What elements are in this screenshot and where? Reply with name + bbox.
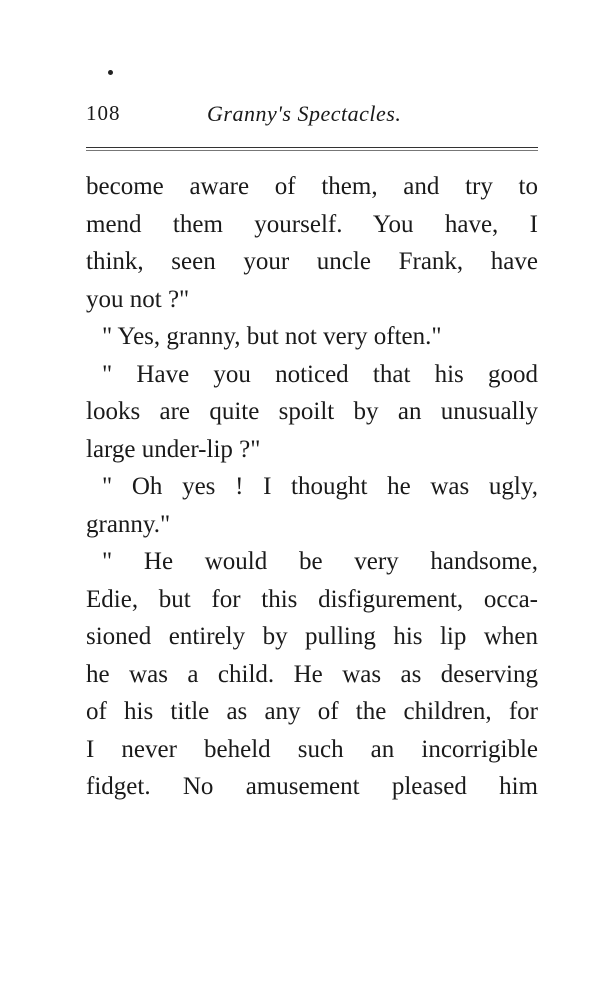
body-text <box>86 168 538 806</box>
ink-dot <box>108 70 113 75</box>
text-line: you not ?" <box>86 285 190 313</box>
running-title: Granny's Spectacles. <box>207 101 402 126</box>
text-line: become aware of them, and try to <box>86 173 538 200</box>
text-line: granny." <box>86 510 171 538</box>
header-rule <box>86 147 538 148</box>
text-line: he was a child. He was as deserving <box>86 660 538 688</box>
text-line: " Have you noticed that his good <box>102 360 538 388</box>
text-line: fidget. No amusement pleased him <box>86 773 538 800</box>
text-line: " He would be very handsome, <box>102 548 538 575</box>
text-line: mend them yourself. You have, I <box>86 210 538 238</box>
text-line: think, seen your uncle Frank, have <box>86 248 538 275</box>
text-line: I never beheld such an incorrigible <box>86 735 538 763</box>
text-line: large under-lip ?" <box>86 435 261 463</box>
text-line: looks are quite spoilt by an unusually <box>86 398 538 425</box>
text-line: " Yes, granny, but not very often." <box>102 323 442 350</box>
text-line: Edie, but for this disfigurement, occa- <box>86 585 538 613</box>
text-line: of his title as any of the children, for <box>86 698 538 725</box>
header-rule-lower <box>86 150 538 151</box>
page-number: 108 <box>86 101 121 125</box>
text-line: sioned entirely by pulling his lip when <box>86 623 538 650</box>
running-head <box>86 101 546 131</box>
text-line: " Oh yes ! I thought he was ugly, <box>102 473 538 500</box>
